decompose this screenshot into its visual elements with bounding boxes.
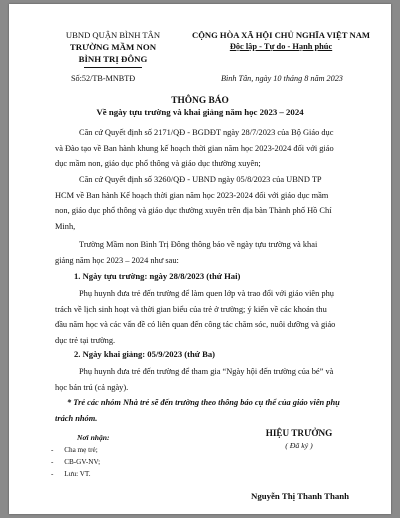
org-underline: [84, 67, 142, 68]
recipient-item: - CB-GV-NV;: [51, 458, 101, 466]
item1-heading: 1. Ngày tựu trường: ngày 28/8/2023 (thứ Hai): [74, 271, 241, 281]
item2-body: [55, 364, 375, 395]
signature-title: HIỆU TRƯỞNG: [265, 428, 333, 438]
text-line: dục trẻ tại trường.: [55, 335, 116, 345]
place-date: Bình Tân, ngày 10 tháng 8 năm 2023: [221, 74, 343, 83]
text-line: đầu năm học và các vấn đề có liên quan đến công tác chăm sóc, nuôi dưỡng và giáo: [55, 320, 336, 330]
item2-heading: 2. Ngày khai giảng: 05/9/2023 (thứ Ba): [74, 349, 215, 359]
paragraph-2: [55, 172, 375, 234]
text-line: dục mầm non, giáo dục phổ thông và giáo dục thường xuyên;: [55, 159, 261, 169]
text-line: Minh,: [55, 221, 76, 231]
text-line: trách về lịch sinh hoạt và thời gian biểu của trẻ ở trường; ý kiến về các khoản thu: [55, 304, 327, 314]
text-line: giảng năm học 2023 – 2024 như sau:: [55, 255, 179, 265]
national-title: CỘNG HÒA XÃ HỘI CHỦ NGHĨA VIỆT NAM: [191, 30, 371, 40]
text-line: Căn cứ Quyết định số 3260/QĐ - UBND ngày 05/8/2023 của UBND TP: [79, 175, 322, 184]
recipient-item: - Lưu: VT.: [51, 470, 91, 478]
text-line: Phụ huynh đưa trẻ đến trường để làm quen lớp và trao đổi với giáo viên phụ: [79, 289, 334, 298]
signer-name: Nguyễn Thị Thanh Thanh: [250, 491, 350, 501]
nursery-note: [55, 395, 375, 426]
text-line: học bán trú (cả ngày).: [55, 382, 129, 392]
doc-number: Số:52/TB-MNBTĐ: [71, 74, 136, 83]
text-line: Phụ huynh đưa trẻ đến trường để tham gia “Ngày hội đến trường của bé” và: [79, 367, 334, 376]
recipient-item: - Cha mẹ trẻ;: [51, 446, 98, 454]
notice-title: THÔNG BÁO: [171, 96, 229, 106]
org-parent: UBND QUẬN BÌNH TÂN: [65, 30, 161, 40]
org-line2: BÌNH TRỊ ĐÔNG: [78, 54, 148, 64]
text-line: non, giáo dục phổ thông và giáo dục thường xuyên trên địa bàn Thành phố Hồ Chí: [55, 206, 332, 216]
paragraph-3: [55, 237, 375, 268]
org-line1: TRƯỜNG MẦM NON: [69, 42, 157, 52]
text-line: HCM về Ban hành Kế hoạch thời gian năm học 2023-2024 đối với giáo dục mầm: [55, 190, 329, 200]
notice-subtitle: Về ngày tựu trường và khai giảng năm học 2023 – 2024: [96, 107, 304, 117]
text-line: trách nhóm.: [55, 413, 98, 423]
text-line: Trường Mầm non Bình Trị Đông thông báo về ngày tựu trường và khai: [79, 240, 318, 249]
recipients-label: Nơi nhận:: [77, 433, 110, 442]
text-line: Căn cứ Quyết định số 2171/QĐ - BGDĐT ngày 28/7/2023 của Bộ Giáo dục: [79, 128, 334, 137]
signature-status: ( Đã ký ): [285, 441, 313, 450]
item1-body: [55, 286, 375, 348]
text-line: và Đào tạo về Ban hành khung kế hoạch thời gian năm học 2023-2024 đối với giáo: [55, 143, 334, 153]
document-page: [9, 4, 391, 514]
paragraph-1: [55, 125, 375, 172]
motto: Độc lập - Tự do - Hạnh phúc: [229, 42, 333, 51]
text-line: * Trẻ các nhóm Nhà trẻ sẽ đến trường theo thông báo cụ thể của giáo viên phụ: [67, 398, 340, 407]
